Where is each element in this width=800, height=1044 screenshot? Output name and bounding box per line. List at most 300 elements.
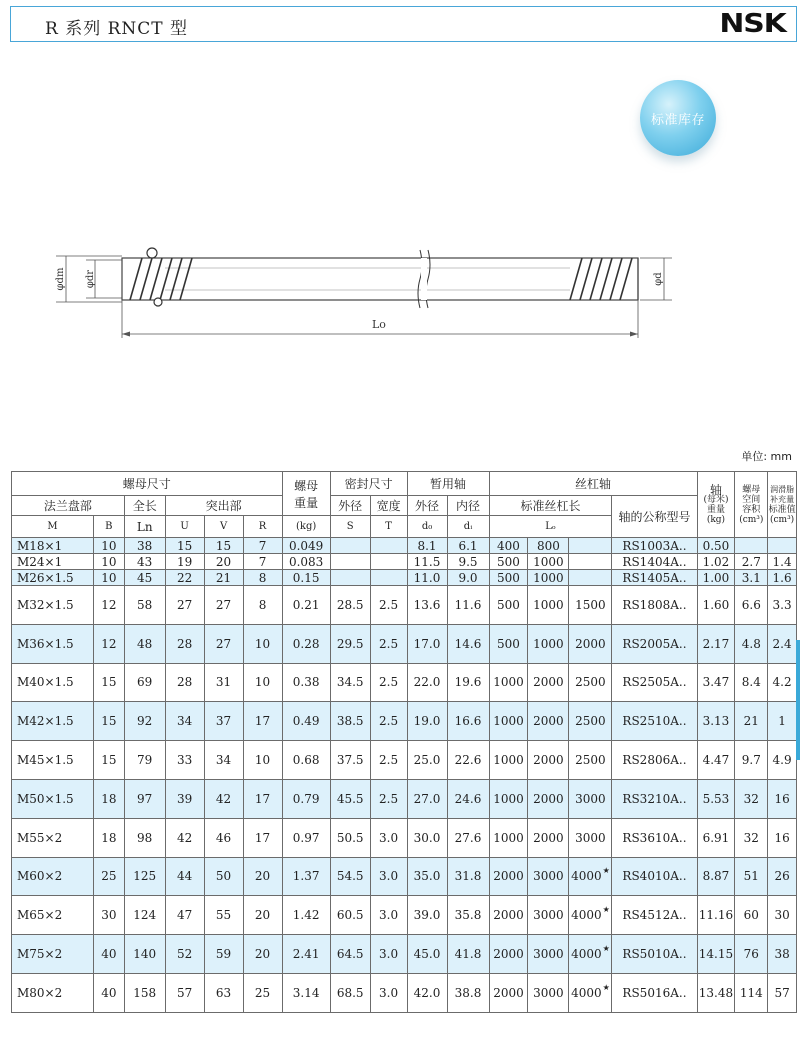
cell-m-value: M24×1: [17, 554, 63, 569]
cell-u: [165, 818, 204, 857]
header-seal-width: 宽度: [370, 496, 407, 516]
cell-r-value: 17: [254, 714, 271, 729]
cell-sw: [697, 779, 735, 818]
cell-do: [407, 935, 447, 974]
cell-m-value: M36×1.5: [17, 636, 74, 651]
cell-u-value: 22: [177, 570, 193, 585]
cell-r-value: 7: [258, 538, 267, 553]
cell-b-value: 12: [101, 597, 117, 612]
cell-do-value: 13.6: [413, 597, 441, 612]
nsk-logo: NSK: [719, 9, 786, 39]
cell-v-value: 34: [215, 753, 232, 768]
cell-l2-value: 2000: [533, 753, 564, 768]
cell-v: [204, 818, 243, 857]
cell-model: [612, 741, 697, 780]
header-ln: Ln: [124, 516, 165, 538]
cell-l1-value: 2000: [493, 869, 524, 884]
cell-ln: [124, 857, 165, 896]
cell-do: [407, 538, 447, 554]
spec-table-body: [12, 538, 797, 1013]
cell-l3: [569, 663, 612, 702]
cell-vol-value: 51: [743, 869, 759, 884]
cell-lube-value: 4.9: [772, 753, 792, 768]
cell-model: [612, 896, 697, 935]
cell-l2-value: 1000: [533, 570, 564, 585]
cell-ln-value: 79: [137, 753, 153, 768]
cell-do-value: 22.0: [413, 675, 441, 690]
header-lo: Lₒ: [489, 516, 612, 538]
cell-vol: [735, 779, 768, 818]
cell-do: [407, 896, 447, 935]
cell-lube: [768, 554, 797, 570]
cell-di: [447, 702, 489, 741]
cell-b: [93, 702, 124, 741]
cell-ln: [124, 538, 165, 554]
cell-v-value: 27: [215, 597, 232, 612]
cell-u: [165, 538, 204, 554]
cell-b: [93, 663, 124, 702]
cell-m-value: M50×1.5: [17, 791, 74, 806]
cell-vol-value: 32: [743, 791, 759, 806]
cell-u-value: 33: [177, 753, 193, 768]
header-grease-line1: 润滑脂: [770, 484, 795, 494]
cell-sw-value: 13.48: [698, 985, 734, 1000]
cell-m: [12, 538, 94, 554]
cell-di: [447, 663, 489, 702]
cell-sw: [697, 741, 735, 780]
cell-model-value: RS3210A..: [622, 791, 687, 806]
cell-model: [612, 570, 697, 586]
cell-do: [407, 663, 447, 702]
table-row: [12, 896, 797, 935]
cell-model: [612, 779, 697, 818]
cell-b: [93, 586, 124, 625]
cell-l2-value: 3000: [533, 908, 564, 923]
header-nut-dims: 螺母尺寸: [12, 472, 283, 496]
cell-do-value: 8.1: [417, 538, 437, 553]
cell-di-value: 11.6: [454, 597, 482, 612]
cell-s-value: 28.5: [336, 597, 364, 612]
cell-w-value: 0.79: [292, 791, 320, 806]
page-edge-marker: [796, 640, 800, 760]
cell-t: [370, 741, 407, 780]
cell-w-value: 0.38: [292, 675, 320, 690]
cell-r-value: 20: [254, 908, 271, 923]
cell-b-value: 25: [101, 869, 117, 884]
star-mark: ★: [602, 905, 610, 915]
cell-l2-value: 3000: [533, 985, 564, 1000]
cell-l1: [489, 586, 528, 625]
cell-l1: [489, 538, 528, 554]
cell-l1-value: 500: [497, 554, 520, 569]
cell-u-value: 57: [177, 985, 193, 1000]
cell-l1-value: 400: [497, 538, 520, 553]
cell-m-value: M65×2: [17, 908, 63, 923]
cell-u-value: 52: [177, 947, 193, 962]
cell-r: [243, 663, 282, 702]
cell-do-value: 27.0: [413, 791, 441, 806]
cell-u-value: 44: [177, 869, 193, 884]
cell-l2-value: 3000: [533, 869, 564, 884]
cell-u: [165, 896, 204, 935]
cell-di-value: 6.1: [458, 538, 478, 553]
cell-v: [204, 779, 243, 818]
header-nut-space-line3: 容积: [742, 504, 761, 515]
cell-r: [243, 624, 282, 663]
cell-s: [330, 857, 370, 896]
cell-v: [204, 973, 243, 1012]
cell-model: [612, 624, 697, 663]
cell-u: [165, 702, 204, 741]
cell-lube: [768, 818, 797, 857]
cell-di: [447, 896, 489, 935]
d-label: φd: [653, 272, 664, 286]
cell-do: [407, 624, 447, 663]
cell-do: [407, 554, 447, 570]
cell-l1: [489, 624, 528, 663]
cell-u: [165, 624, 204, 663]
cell-v: [204, 896, 243, 935]
header-v: V: [204, 516, 243, 538]
cell-w-value: 1.37: [292, 869, 320, 884]
cell-w: [282, 935, 330, 974]
cell-model-value: RS2510A..: [622, 714, 687, 729]
cell-lube-value: 3.3: [772, 597, 792, 612]
cell-sw: [697, 857, 735, 896]
cell-model-value: RS1808A..: [622, 597, 687, 612]
cell-ln-value: 48: [137, 636, 153, 651]
header-nut-weight-line2: 重量: [294, 495, 319, 510]
cell-sw-value: 6.91: [702, 830, 730, 845]
cell-t-value: 2.5: [379, 791, 399, 806]
header-b: B: [93, 516, 124, 538]
cell-w: [282, 896, 330, 935]
header-nut-space-line2: 空间: [742, 494, 761, 505]
cell-lube: [768, 586, 797, 625]
cell-r: [243, 973, 282, 1012]
cell-l3: [569, 554, 612, 570]
cell-sw-value: 14.15: [698, 947, 734, 962]
cell-l3-value: 2500: [575, 714, 606, 729]
cell-s: [330, 818, 370, 857]
cell-lube: [768, 663, 797, 702]
cell-v-value: 20: [215, 554, 232, 569]
cell-do: [407, 702, 447, 741]
cell-lube-value: 1.4: [772, 554, 792, 569]
cell-di-value: 41.8: [454, 947, 482, 962]
cell-b: [93, 973, 124, 1012]
cell-vol-value: 8.4: [741, 675, 761, 690]
cell-m-value: M80×2: [17, 985, 63, 1000]
cell-b-value: 15: [101, 675, 117, 690]
cell-b-value: 30: [101, 908, 117, 923]
cell-t: [370, 857, 407, 896]
cell-s-value: 64.5: [336, 947, 364, 962]
cell-t: [370, 973, 407, 1012]
cell-do-value: 39.0: [413, 908, 441, 923]
cell-r: [243, 935, 282, 974]
table-row: [12, 554, 797, 570]
cell-m: [12, 586, 94, 625]
cell-m-value: M60×2: [17, 869, 63, 884]
cell-vol-value: 114: [739, 985, 763, 1000]
cell-l3-value: 3000: [575, 830, 606, 845]
cell-ln-value: 38: [137, 538, 153, 553]
cell-u: [165, 779, 204, 818]
header-t: T: [370, 516, 407, 538]
cell-w-value: 1.42: [292, 908, 320, 923]
cell-lube: [768, 973, 797, 1012]
cell-r: [243, 586, 282, 625]
table-row: [12, 538, 797, 554]
cell-di: [447, 935, 489, 974]
cell-u: [165, 586, 204, 625]
cell-l2-value: 1000: [533, 636, 564, 651]
cell-b-value: 18: [101, 791, 117, 806]
cell-sw: [697, 935, 735, 974]
cell-m: [12, 741, 94, 780]
cell-do-value: 11.0: [413, 570, 441, 585]
table-row: [12, 702, 797, 741]
cell-sw-value: 8.87: [702, 869, 730, 884]
header-shaft-weight-line4: (kg): [706, 514, 726, 525]
cell-di-value: 31.8: [454, 869, 482, 884]
cell-l3-value: 2000: [575, 636, 606, 651]
cell-l1-value: 1000: [493, 830, 524, 845]
cell-l1: [489, 779, 528, 818]
cell-v-value: 55: [215, 908, 232, 923]
cell-l3: [569, 702, 612, 741]
cell-l1: [489, 663, 528, 702]
cell-t: [370, 702, 407, 741]
cell-l1-value: 2000: [493, 985, 524, 1000]
cell-s-value: 45.5: [336, 791, 364, 806]
cell-l1: [489, 935, 528, 974]
header-model: 轴的公称型号: [612, 496, 697, 538]
cell-l3: [569, 818, 612, 857]
cell-l1-value: 1000: [493, 791, 524, 806]
cell-m: [12, 857, 94, 896]
cell-vol-value: 21: [743, 714, 759, 729]
cell-do: [407, 570, 447, 586]
cell-model-value: RS5010A..: [622, 947, 687, 962]
cell-m-value: M18×1: [17, 538, 63, 553]
cell-t-value: 2.5: [379, 675, 399, 690]
cell-ln: [124, 624, 165, 663]
cell-u-value: 27: [177, 597, 193, 612]
cell-l2: [528, 741, 569, 780]
cell-sw-value: 1.02: [702, 554, 730, 569]
cell-r: [243, 570, 282, 586]
star-mark: ★: [602, 982, 610, 992]
cell-s: [330, 570, 370, 586]
cell-lube-value: 16: [774, 830, 790, 845]
cell-ln-value: 58: [137, 597, 153, 612]
cell-v: [204, 663, 243, 702]
cell-r-value: 8: [258, 570, 267, 585]
cell-u: [165, 554, 204, 570]
cell-do: [407, 857, 447, 896]
cell-ln-value: 45: [137, 570, 153, 585]
cell-t-value: 2.5: [379, 597, 399, 612]
table-row: [12, 935, 797, 974]
cell-di-value: 19.6: [454, 675, 482, 690]
cell-v: [204, 554, 243, 570]
cell-w: [282, 663, 330, 702]
cell-t: [370, 663, 407, 702]
cell-s-value: 37.5: [336, 753, 364, 768]
cell-sw: [697, 554, 735, 570]
cell-m: [12, 570, 94, 586]
cell-model-value: RS1405A..: [622, 570, 687, 585]
cell-u-value: 39: [177, 791, 193, 806]
cell-b: [93, 935, 124, 974]
cell-v: [204, 538, 243, 554]
cell-vol: [735, 818, 768, 857]
header-seal-od: 外径: [330, 496, 370, 516]
cell-l3: [569, 896, 612, 935]
cell-s: [330, 554, 370, 570]
cell-r: [243, 857, 282, 896]
cell-s: [330, 624, 370, 663]
header-do: d₀: [407, 516, 447, 538]
cell-lube: [768, 741, 797, 780]
cell-lube-value: 38: [774, 947, 790, 962]
cell-w: [282, 818, 330, 857]
cell-b: [93, 857, 124, 896]
cell-ln: [124, 554, 165, 570]
cell-l3: [569, 857, 612, 896]
cell-vol: [735, 570, 768, 586]
cell-lube-value: 30: [774, 908, 790, 923]
cell-w: [282, 538, 330, 554]
header-m: M: [12, 516, 94, 538]
cell-vol: [735, 624, 768, 663]
cell-model: [612, 857, 697, 896]
cell-s: [330, 741, 370, 780]
cell-model-value: RS3610A..: [622, 830, 687, 845]
cell-t: [370, 896, 407, 935]
cell-w-value: 2.41: [292, 947, 320, 962]
cell-l3-value: 1500: [575, 597, 606, 612]
cell-l2-value: 1000: [533, 597, 564, 612]
header-seal-dims: 密封尺寸: [330, 472, 407, 496]
cell-s: [330, 702, 370, 741]
page-title: R 系列 RNCT 型: [45, 19, 189, 39]
cell-m-value: M26×1.5: [17, 570, 74, 585]
cell-di: [447, 973, 489, 1012]
unit-note: 单位: mm: [741, 450, 792, 463]
cell-l2: [528, 935, 569, 974]
cell-di: [447, 554, 489, 570]
cell-l2: [528, 570, 569, 586]
spec-table: [11, 471, 797, 1013]
cell-v-value: 63: [215, 985, 232, 1000]
cell-b-value: 18: [101, 830, 117, 845]
cell-v: [204, 935, 243, 974]
cell-l2-value: 2000: [533, 791, 564, 806]
cell-l1-value: 500: [497, 597, 520, 612]
cell-r-value: 8: [258, 597, 267, 612]
cell-vol-value: 3.1: [741, 570, 761, 585]
cell-model-value: RS2806A..: [622, 753, 687, 768]
cell-l3-value: 4000: [571, 947, 602, 962]
cell-di-value: 24.6: [454, 791, 482, 806]
cell-model: [612, 586, 697, 625]
cell-l2-value: 1000: [533, 554, 564, 569]
header-shaft-weight-line1: 轴: [709, 482, 722, 497]
cell-w: [282, 702, 330, 741]
cell-v-value: 42: [215, 791, 232, 806]
cell-v: [204, 741, 243, 780]
cell-l3: [569, 624, 612, 663]
cell-u: [165, 741, 204, 780]
cell-lube: [768, 538, 797, 554]
cell-l3: [569, 779, 612, 818]
cell-m: [12, 663, 94, 702]
cell-model-value: RS2005A..: [622, 636, 687, 651]
cell-model-value: RS4512A..: [622, 908, 687, 923]
cell-w-value: 3.14: [292, 985, 320, 1000]
cell-s-value: 68.5: [336, 985, 364, 1000]
cell-r: [243, 538, 282, 554]
cell-sw-value: 1.60: [702, 597, 730, 612]
cell-model-value: RS4010A..: [622, 869, 687, 884]
cell-v-value: 46: [215, 830, 232, 845]
cell-t-value: 3.0: [379, 947, 399, 962]
cell-vol: [735, 857, 768, 896]
cell-u-value: 28: [177, 675, 193, 690]
table-row: [12, 741, 797, 780]
cell-m-value: M32×1.5: [17, 597, 74, 612]
cell-w: [282, 586, 330, 625]
cell-v: [204, 586, 243, 625]
header-temp-shaft: 暂用轴: [407, 472, 489, 496]
cell-v: [204, 702, 243, 741]
cell-ln-value: 125: [133, 869, 157, 884]
cell-vol-value: 60: [743, 908, 759, 923]
cell-m: [12, 702, 94, 741]
cell-l1: [489, 818, 528, 857]
cell-v-value: 15: [215, 538, 232, 553]
cell-u-value: 42: [177, 830, 193, 845]
cell-r-value: 10: [254, 636, 271, 651]
cell-s-value: 54.5: [336, 869, 364, 884]
cell-l2: [528, 702, 569, 741]
cell-l2: [528, 857, 569, 896]
cell-l1: [489, 857, 528, 896]
header-shaft-weight: [697, 472, 735, 538]
cell-s: [330, 896, 370, 935]
cell-ln: [124, 702, 165, 741]
cell-v-value: 21: [215, 570, 232, 585]
cell-u-value: 47: [177, 908, 193, 923]
cell-b: [93, 570, 124, 586]
cell-t-value: 3.0: [379, 830, 399, 845]
cell-vol: [735, 663, 768, 702]
cell-s: [330, 586, 370, 625]
cell-r: [243, 896, 282, 935]
cell-l3-value: 4000: [571, 908, 602, 923]
cell-sw-value: 0.50: [702, 538, 730, 553]
cell-r-value: 7: [258, 554, 267, 569]
cell-s-value: 34.5: [336, 675, 364, 690]
cell-m-value: M42×1.5: [17, 714, 74, 729]
cell-l2: [528, 896, 569, 935]
table-row: [12, 818, 797, 857]
cell-di-value: 35.8: [454, 908, 482, 923]
cell-v-value: 37: [215, 714, 232, 729]
